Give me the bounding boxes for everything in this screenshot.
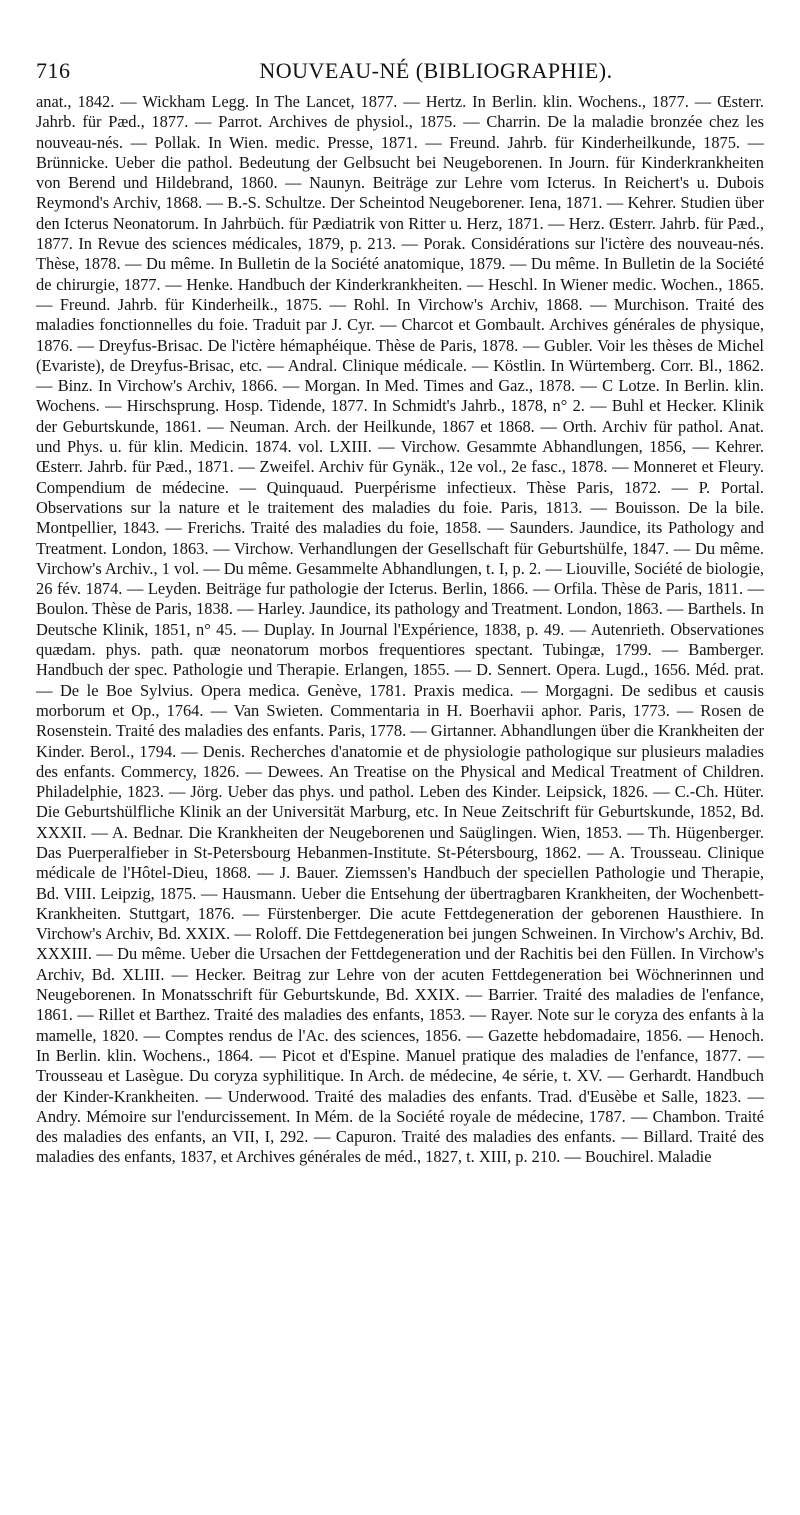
bibliography-text: anat., 1842. — Wickham Legg. In The Lancet, 1877. — Hertz. In Berlin. klin. Wochens., 1877. — Œsterr. Jahrb. für Pæd., 1877. — Parrot. Archives de physiol., 1875. — Charrin. De la maladie bronzée chez les nouveau-nés. — Pollak. In Wien. medic. Presse, 1871. — Freund. Jahrb. für Kinderheilkunde, 1875. — Brünnicke. Ueber die pathol. Bedeutung der Gelbsucht bei Neugeborenen. In Journ. für Kinderkrankheiten von Berend und Hildebrand, 1860. — Naunyn. Beiträge zur Lehre vom Icterus. In Reichert's u. Dubois Reymond's Archiv, 1868. — B.-S. Schultze. Der Scheintod Neugeborener. Iena, 1871. — Kehrer. Studien über den Icterus Neonatorum. In Jahrbüch. für Pædiatrik von Ritter u. Herz, 1871. — Herz. Œsterr. Jahrb. für Pæd., 1877. In Revue des sciences médicales, 1879, p. 213. — Porak. Considérations sur l'ictère des nouveau-nés. Thèse, 1878. — Du même. In Bulletin de la Société anatomique, 1879. — Du même. In Bulletin de la Société de chirurgie, 1877. — Henke. Handbuch der Kinderkrankheiten. — Heschl. In Wiener medic. Wochen., 1865. — Freund. Jahrb. für Kinderheilk., 1875. — Rohl. In Virchow's Archiv, 1868. — Murchison. Traité des maladies fonctionnelles du foie. Traduit par J. Cyr. — Charcot et Gombault. Archives générales de physique, 1876. — Dreyfus-Brisac. De l'ictère hémaphéique. Thèse de Paris, 1878. — Gubler. Voir les thèses de Michel (Evariste), de Dreyfus-Brisac, etc. — Andral. Clinique médicale. — Köstlin. In Würtemberg. Corr. Bl., 1862. — Binz. In Virchow's Archiv, 1866. — Morgan. In Med. Times and Gaz., 1878. — C Lotze. In Berlin. klin. Wochens. — Hirschsprung. Hosp. Tidende, 1877. In Schmidt's Jahrb., 1878, n° 2. — Buhl et Hecker. Klinik der Geburtskunde, 1861. — Neuman. Arch. der Heilkunde, 1867 et 1868. — Orth. Archiv für pathol. Anat. und Phys. u. für klin. Medicin. 1874. vol. LXIII. — Virchow. Gesammte Abhandlungen, 1856, — Kehrer. Œsterr. Jahrb. für Pæd., 1871. — Zweifel. Archiv für Gynäk., 12e vol., 2e fasc., 1878. — Monneret et Fleury. Compendium de médecine. — Quinquaud. Puerpérisme infectieux. Thèse Paris, 1872. — P. Portal. Observations sur la nature et le traitement des maladies du foie. Paris, 1813. — Bouisson. De la bile. Montpellier, 1843. — Frerichs. Traité des maladies du foie, 1858. — Saunders. Jaundice, its Pathology and Treatment. London, 1863. — Virchow. Verhandlungen der Gesellschaft für Geburtshülfe, 1847. — Du même. Virchow's Archiv., 1 vol. — Du même. Gesammelte Abhandlungen, t. I, p. 2. — Liouville, Société de biologie, 26 fév. 1874. — Leyden. Beiträge fur pathologie der Icterus. Berlin, 1866. — Orfila. Thèse de Paris, 1811. — Boulon. Thèse de Paris, 1838. — Harley. Jaundice, its pathology and Treatment. London, 1863. — Barthels. In Deutsche Klinik, 1851, n° 45. — Duplay. In Journal l'Expérience, 1838, p. 49. — Autenrieth. Observationes quædam. phys. path. quæ neonatorum morbos frequentiores spectant. Tubingæ, 1799. — Bamberger. Handbuch der spec. Pathologie und Therapie. Erlangen, 1855. — D. Sennert. Opera. Lugd., 1656. Méd. prat. — De le Boe Sylvius. Opera medica. Genève, 1781. Praxis medica. — Morgagni. De sedibus et causis morborum et Op., 1764. — Van Swieten. Commentaria in H. Boerhavii aphor. Paris, 1773. — Rosen de Rosenstein. Traité des maladies des enfants. Paris, 1778. — Girtanner. Abhandlungen über die Krankheiten der Kinder. Berol., 1794. — Denis. Recherches d'anatomie et de physiologie pathologique sur plusieurs maladies des enfants. Commercy, 1826. — Dewees. An Treatise on the Physical and Medical Treatment of Children. Philadelphie, 1823. — Jörg. Ueber das phys. und pathol. Leben des Kinder. Leipsick, 1826. — C.-Ch. Hüter. Die Geburtshülfliche Klinik an der Universität Marburg, etc. In Neue Zeitschrift für Geburtskunde, 1852, Bd. XXXII. — A. Bednar. Die Krankheiten der Neugeborenen und Saüglingen. Wien, 1853. — Th. Hügenberger. Das Puerperalfieber in St-Petersbourg Hebanmen-Institute. St-Pétersbourg, 1862. — A. Trousseau. Clinique médicale de l'Hôtel-Dieu, 1868. — J. Bauer. Ziemssen's Handbuch der speciellen Pathologie und Therapie, Bd. VIII. Leipzig, 1875. — Hausmann. Ueber die Entsehung der übertragbaren Krankheiten, der Wochenbett-Krankheiten. Stuttgart, 1876. — Fürstenberger. Die acute Fettdegeneration der geborenen Hausthiere. In Virchow's Archiv, Bd. XXIX. — Roloff. Die Fettdegeneration bei jungen Schweinen. In Virchow's Archiv, Bd. XXXIII. — Du même. Ueber die Ursachen der Fettdegeneration und der Rachitis bei den Füllen. In Virchow's Archiv, Bd. XLIII. — Hecker. Beitrag zur Lehre von der acuten Fettdegeneration bei Wöchnerinnen und Neugeborenen. In Monatsschrift für Geburtskunde, Bd. XXIX. — Barrier. Traité des maladies de l'enfance, 1861. — Rillet et Barthez. Traité des maladies des enfants, 1853. — Rayer. Note sur le coryza des enfants à la mamelle, 1820. — Comptes rendus de l'Ac. des sciences, 1856. — Gazette hebdomadaire, 1856. — Henoch. In Berlin. klin. Wochens., 1864. — Picot et d'Espine. Manuel pratique des maladies de l'enfance, 1877. — Trousseau et Lasègue. Du coryza syphilitique. In Arch. de médecine, 4e série, t. XV. — Gerhardt. Handbuch der Kinder-Krankheiten. — Underwood. Traité des maladies des enfants. Trad. d'Eusèbe et Salle, 1823. — Andry. Mémoire sur l'endurcissement. In Mém. de la Société royale de médecine, 1787. — Chambon. Traité des maladies des enfants, an VII, I, 292. — Capuron. Traité des maladies des enfants. — Billard. Traité des maladies des enfants, 1837, et Archives générales de méd., 1827, t. XIII, p. 210. — Bouchirel. Maladie	[36, 92, 764, 1167]
page-number: 716	[36, 58, 71, 83]
running-title: NOUVEAU-NÉ (BIBLIOGRAPHIE).	[259, 58, 613, 83]
running-head	[36, 58, 764, 88]
